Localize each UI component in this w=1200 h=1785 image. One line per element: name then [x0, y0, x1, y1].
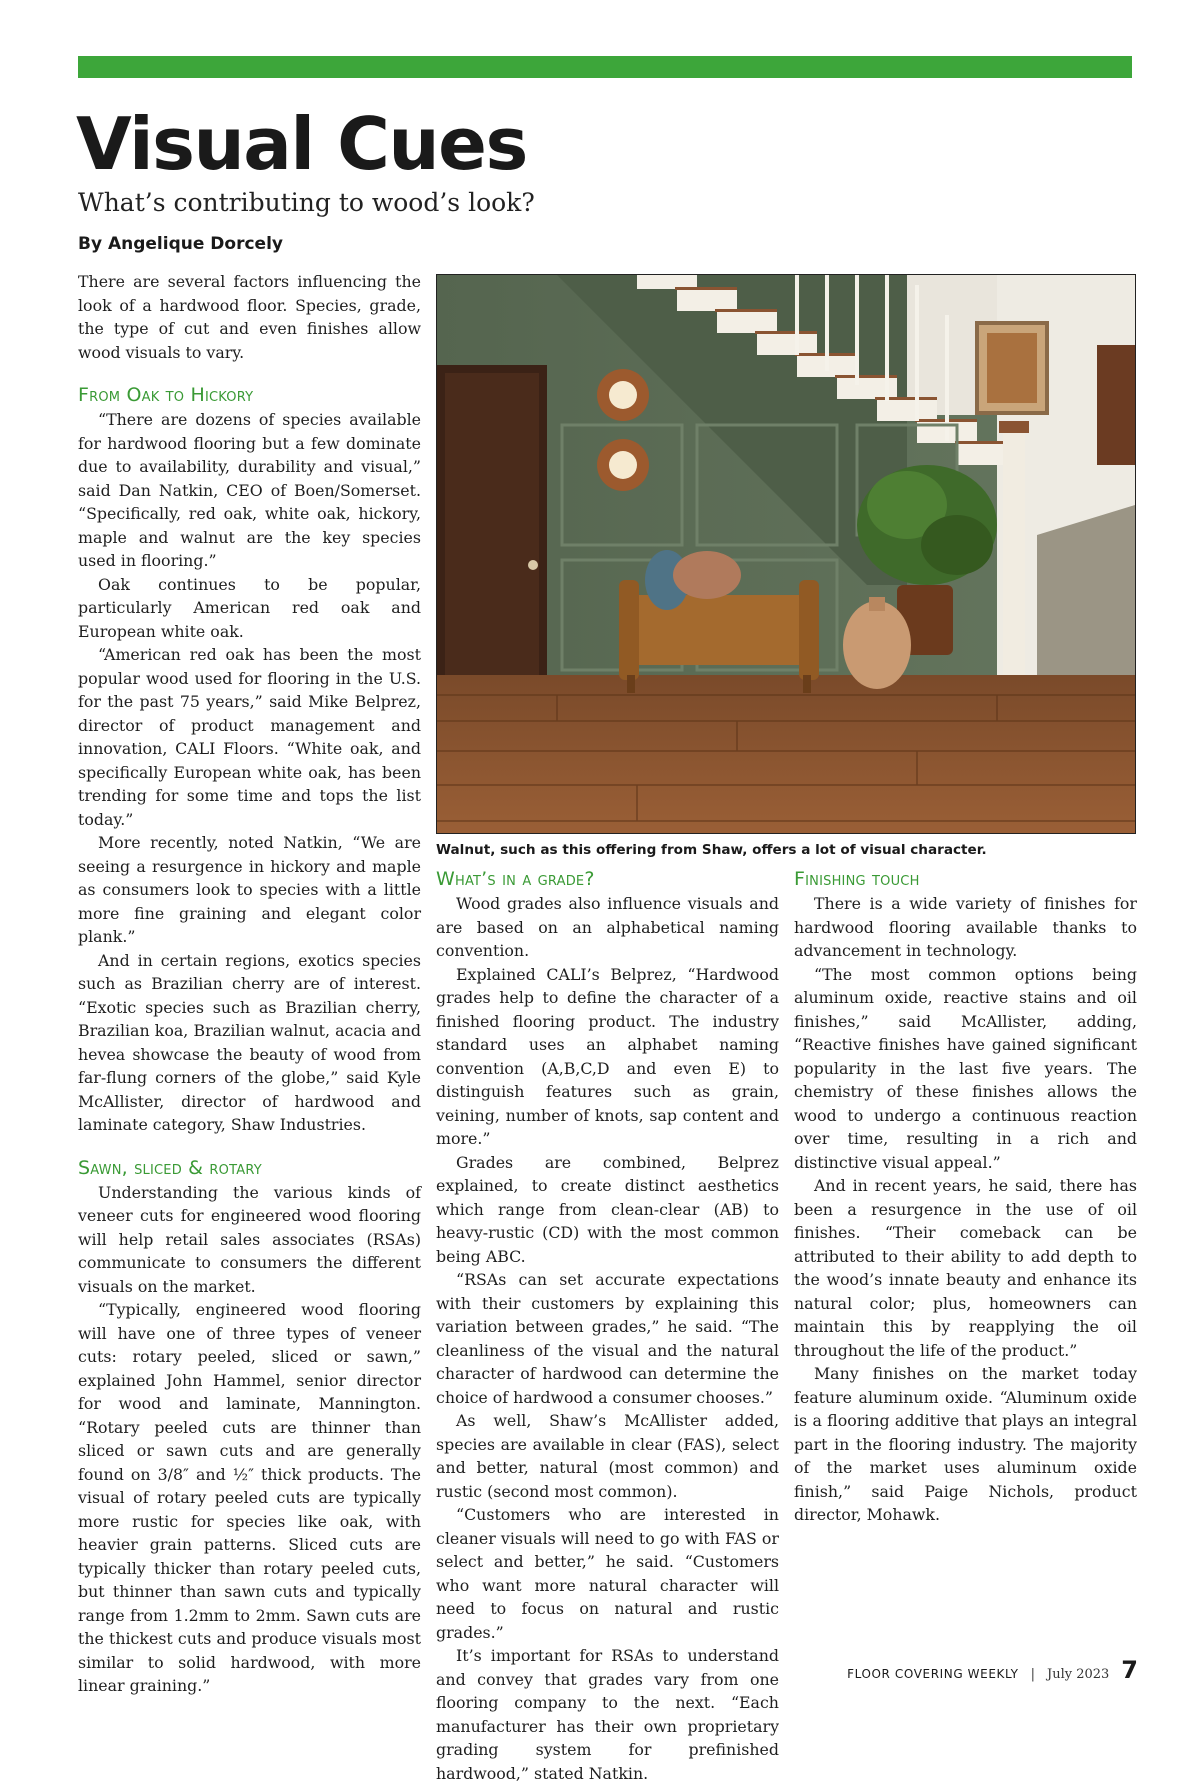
paragraph: Grades are combined, Belprez explained, to create distinct aesthetics which range from clean-clear (AB) to heavy-rustic (CD) with the most common being ABC. — [436, 1152, 779, 1266]
paragraph: Many finishes on the market today feature aluminum oxide. “Aluminum oxide is a flooring additive that plays an integral part in the flooring industry. The majority of the market uses aluminum oxide finish,” said Paige Nichols, product director, Mohawk. — [794, 1364, 1137, 1524]
paragraph: “American red oak has been the most popular wood used for flooring in the U.S. for the past 75 years,” said Mike Belprez, director of product management and innovation, CALI Floors. “White oak, and specifically European white oak, has been trending for some time and tops the list today.” — [78, 645, 421, 829]
section-heading-grade: What’s in a grade? — [436, 868, 595, 890]
paragraph: Explained CALI’s Belprez, “Hardwood grades help to define the character of a finished flooring product. The industry standard uses an alphabet naming convention (A,B,C,D and even E) to distinguish features such as grain, veining, number of knots, sap content and more.” — [436, 964, 779, 1148]
article-title: Visual Cues — [76, 102, 527, 186]
issue-date: July 2023 — [1046, 1667, 1110, 1682]
paragraph: Oak continues to be popular, particularly American red oak and European white oak. — [78, 574, 421, 641]
paragraph: “Customers who are interested in cleaner visuals will need to go with FAS or select and better,” he said. “Customers who want more natural character will need to focus on natural and rustic grades.” — [436, 1505, 779, 1642]
paragraph: “RSAs can set accurate expectations with their customers by explaining this variation between grades,” he said. “The cleanliness of the visual and the natural character of hardwood can determine the choice of hardwood a consumer chooses.” — [436, 1270, 779, 1407]
hallway-illustration — [437, 275, 1135, 833]
intro-paragraph: There are several factors influencing the look of a hardwood floor. Species, grade, the type of cut and even finishes allow wood visuals to vary. — [78, 272, 421, 362]
paragraph: And in recent years, he said, there has been a resurgence in the use of oil finishes. “Their comeback can be attributed to their ability to add depth to the wood’s innate beauty and enhance its natural color; plus, homeowners can maintain this by reapplying the oil throughout the life of the product.” — [794, 1176, 1137, 1360]
column-2 — [436, 866, 779, 1785]
publication-name: FLOOR COVERING WEEKLY — [847, 1667, 1019, 1681]
paragraph: “Typically, engineered wood flooring will have one of three types of veneer cuts: rotary peeled, sliced or sawn,” explained John Hammel, senior director for wood and laminate, Mannington. “Rotary peeled cuts are thinner than sliced or sawn cuts and are generally found on 3/8″ and ½″ thick products. The visual of rotary peeled cuts are typically more rustic for species like oak, with heavier grain patterns. Sliced cuts are typically thicker than rotary peeled cuts, but thinner than sawn cuts and typically range from 1.2mm to 2mm. Sawn cuts are the thickest cuts and produce visuals most similar to solid hardwood, with more linear graining.” — [78, 1300, 421, 1695]
walnut-floor-photo — [436, 274, 1136, 834]
paragraph: There is a wide variety of finishes for hardwood flooring available thanks to advancement in technology. — [794, 894, 1137, 960]
page-footer — [847, 1656, 1138, 1688]
paragraph: “The most common options being aluminum oxide, reactive stains and oil finishes,” said McAllister, adding, “Reactive finishes have gained significant popularity in the last five years. The chemistry of these finishes allows the wood to undergo a continuous reaction over time, resulting in a rich and distinctive visual appeal.” — [794, 964, 1137, 1172]
paragraph: Understanding the various kinds of veneer cuts for engineered wood flooring will help retail sales associates (RSAs) communicate to consumers the different visuals on the market. — [78, 1182, 421, 1296]
paragraph: And in certain regions, exotics species such as Brazilian cherry are of interest. “Exotic species such as Brazilian cherry, Brazilian koa, Brazilian walnut, acacia and hevea showcase the beauty of wood from far-flung corners of the globe,” said Kyle McAllister, director of hardwood and laminate category, Shaw Industries. — [78, 950, 421, 1134]
paragraph: It’s important for RSAs to understand and convey that grades vary from one flooring company to the next. “Each manufacturer has their own proprietary grading system for prefinished hardwood,” stated Natkin. — [436, 1646, 779, 1783]
paragraph: Wood grades also influence visuals and are based on an alphabetical naming convention. — [436, 894, 779, 960]
paragraph: As well, Shaw’s McAllister added, species are available in clear (FAS), select and better, natural (most common) and rustic (second most common). — [436, 1411, 779, 1501]
section-heading-finishing: Finishing touch — [794, 868, 920, 890]
paragraph: “There are dozens of species available for hardwood flooring but a few dominate due to availability, durability and visual,” said Dan Natkin, CEO of Boen/Somerset. “Specifically, red oak, white oak, hickory, maple and walnut are the key species used in flooring.” — [78, 410, 421, 570]
column-1 — [78, 270, 421, 1698]
photo-caption: Walnut, such as this offering from Shaw, offers a lot of visual character. — [436, 842, 987, 858]
page-number: 7 — [1121, 1656, 1138, 1684]
column-3 — [794, 866, 1137, 1527]
footer-separator: | — [1030, 1667, 1035, 1682]
section-heading-sawn: Sawn, sliced & rotary — [78, 1156, 262, 1179]
header-accent-bar — [78, 56, 1132, 78]
article-subtitle: What’s contributing to wood’s look? — [78, 188, 535, 217]
paragraph: More recently, noted Natkin, “We are seeing a resurgence in hickory and maple as consumers look to species with a little more fine graining and elegant color plank.” — [78, 833, 421, 946]
section-heading-oak: From Oak to Hickory — [78, 384, 254, 406]
byline: By Angelique Dorcely — [78, 234, 283, 254]
